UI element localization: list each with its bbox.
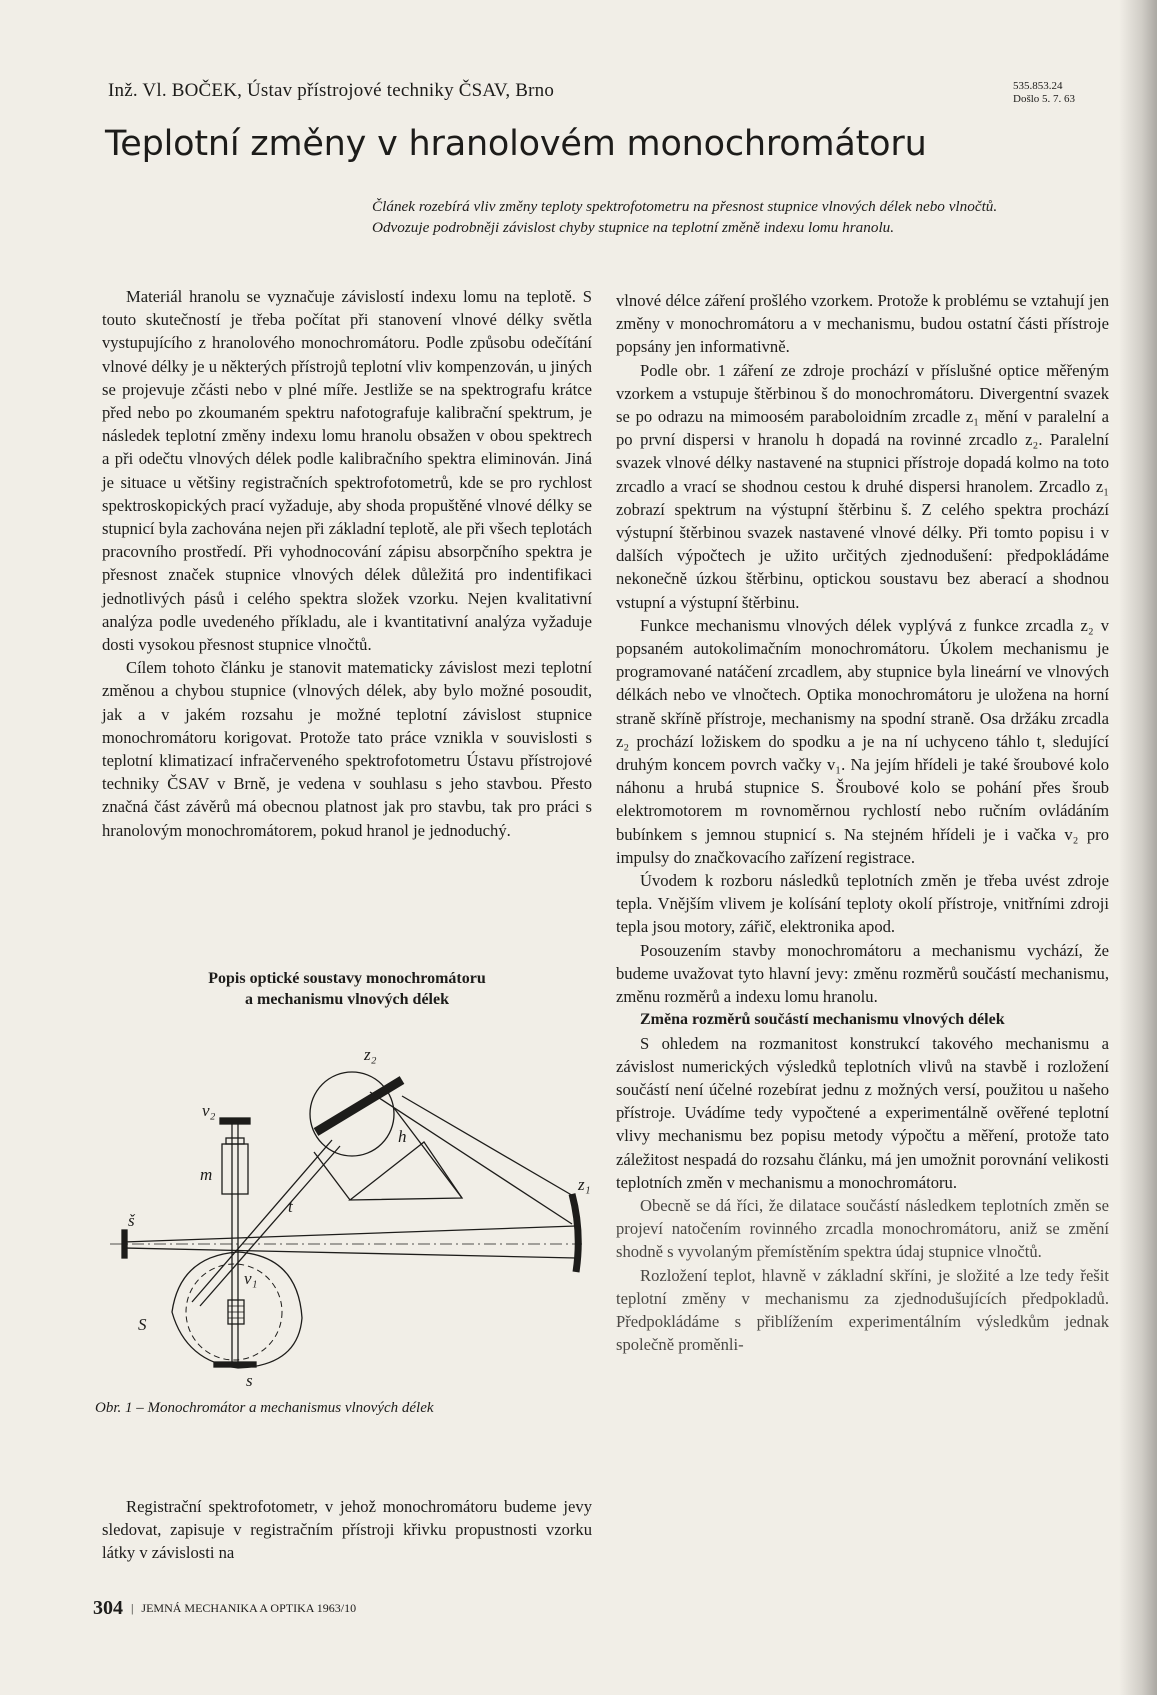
label-z1: z₁ <box>578 1175 591 1194</box>
udc-block <box>1013 80 1075 106</box>
label-v2: v₂ <box>202 1101 216 1120</box>
paragraph: Cílem tohoto článku je stanovit matematicky závislost mezi teplotní změnou a chybou stupnice (vlnových délek, aby bylo možné posoudit, jak a v jakém rozsahu je možné teplotní závislost stupnice monochromátoru korigovat. Protože tato práce vznikla v souvislosti s teplotní klimatizací infračerveného spektrofotometru Ústavu přístrojové techniky ČSAV v Brně, je vedena v souhlasu s jeho stavbou. Přesto značná část závěrů má obecnou platnost jak pro stavbu, tak pro práci s hranolovým monochromátorem, pokud hranol je jednoduchý. <box>102 658 592 840</box>
page-footer <box>93 1597 356 1620</box>
cam-v2 <box>220 1118 250 1124</box>
label-s: s <box>246 1371 253 1387</box>
beam-line <box>402 1096 575 1197</box>
motor-m-cap <box>226 1138 244 1144</box>
section-heading-optics <box>102 968 592 1010</box>
right-column <box>616 289 1109 1356</box>
label-v1: v₁ <box>244 1269 258 1288</box>
beam-line <box>394 1108 462 1198</box>
optical-axis <box>124 1226 576 1242</box>
optical-axis <box>124 1248 576 1258</box>
abstract <box>372 196 1122 238</box>
mirror-z2 <box>316 1080 402 1132</box>
section-heading-line: Popis optické soustavy monochromátoru <box>208 970 486 987</box>
udc-number: 535.853.24 <box>1013 80 1063 92</box>
label-z2: z₂ <box>364 1045 377 1064</box>
abstract-line: Odvozuje podrobněji závislost chyby stupnice na teplotní změně indexu lomu hranolu. <box>372 219 895 236</box>
paragraph: Registrační spektrofotometr, v jehož monochromátoru budeme jevy sledovat, zapisuje v registračním přístroji křivku propustnosti vzorku látky v závislosti na <box>102 1497 592 1563</box>
figure-caption: Obr. 1 – Monochromátor a mechanismus vlnových délek <box>95 1400 434 1416</box>
abstract-line: Článek rozebírá vliv změny teploty spektrofotometru na přesnost stupnice vlnových délek nebo vlnočtů. <box>372 198 998 215</box>
label-t: t <box>288 1197 293 1216</box>
article-title: Teplotní změny v hranolovém monochromátoru <box>105 124 927 164</box>
paragraph: vlnové délce záření prošlého vzorkem. Protože k problému se vztahují jen změny v monochromátoru a v mechanismu, budou ostatní části přístroje popsány jen informativně. <box>616 291 1109 357</box>
beam-line <box>314 1152 350 1200</box>
paragraph: Rozložení teplot, hlavně v základní skříni, je složité a lze tedy řešit teplotní změny v mechanismu za zjednodušujících předpokladů. Předpokládáme s přiblížením experimentálním výsledkům jednak společně proměnli- <box>616 1265 1109 1355</box>
beam-line <box>370 1092 572 1224</box>
section-heading-line: a mechanismu vlnových délek <box>244 991 449 1008</box>
label-m: m <box>200 1165 213 1184</box>
author-line: Inž. Vl. BOČEK, Ústav přístrojové techniky ČSAV, Brno <box>108 80 555 101</box>
journal-name: JEMNÁ MECHANIKA A OPTIKA 1963/10 <box>141 1601 357 1615</box>
prism-h <box>350 1142 462 1200</box>
paragraph: Materiál hranolu se vyznačuje závislostí indexu lomu na teplotě. S touto skutečností je třeba počítat při stanovení vlnové délky světla vystupujícího z hranolového monochromátoru. Podle způsobu odečítání vlnové délky je u některých přístrojů teplotní vliv kompenzován, u jiných se projevuje zčásti nebo v plné míře. Jestliže se na spektrografu krátce před nebo po zkoumaném spektru nafotografuje kalibrační spektrum, je následek teplotní změny indexu lomu hranolu obsažen v obou spektrech a při odečtu vlnových délek podle kalibračního spektra eliminován. Jiná je situace u většiny registračních spektrofotometrů, kde se pro rychlost spektroskopických prací vyžaduje, aby shoda propuštěné vlnové délky se stupnicí byla zachována nejen při základní teplotě, ale při všech teplotách pracovního prostředí. Při vyhodnocování zápisu absorpčního spektra je přesnost značek stupnice vlnových délek důležitá pro indentifikaci jednotlivých pásů i celého spektra složek vzorku. Nejen kvalitativní analýza podle uvedeného příkladu, ale i kvantitativní analýza vyžaduje dosti vysokou přesnost stupnice vlnočtů. <box>102 287 592 655</box>
rod-t <box>192 1140 332 1302</box>
left-column-bottom <box>102 1495 592 1565</box>
label-slit: š <box>128 1211 135 1230</box>
paragraph: Podle obr. 1 záření ze zdroje prochází v příslušné optice měřeným vzorkem a vstupuje štěrbinou š do monochromátoru. Divergentní svazek se po odrazu na mimoosém paraboloidním zrcadle z₁ mění v paralelní a po první dispersi v hranolu h dopadá na rovinné zrcadlo z₂. Paralelní svazek vlnové délky nastavené na stupnici přístroje dopadá kolmo na toto zrcadlo a vrací se shodnou cestou k druhé dispersi hranolem. Zrcadlo z₁ zobrazí spektrum na výstupní štěrbinu š. Z celého spektra prochází výstupní štěrbinou svazek nastavené vlnové délky. Při tomto popisu i v dalších výpočtech je užito určitých zjednodušení: předpokládáme nekonečně úzkou štěrbinu, optickou soustavu bez aberací a shodnou vstupní a výstupní štěrbinu. <box>616 360 1109 612</box>
paragraph: Úvodem k rozboru následků teplotních změn je třeba uvést zdroje tepla. Vnějším vlivem je kolísání teploty okolí přístroje, vnitřními zdroji tepla jsou motory, zářič, elektronika apod. <box>616 871 1109 937</box>
page-edge-shadow <box>1119 0 1157 1695</box>
motor-m <box>222 1144 248 1194</box>
paragraph: Posouzením stavby monochromátoru a mechanismu vychází, že budeme uvažovat tyto hlavní jevy: změnu rozměrů součástí mechanismu, změnu rozměrů a indexu lomu hranolu. <box>616 940 1109 1007</box>
footer-separator: | <box>131 1601 134 1615</box>
label-h: h <box>398 1127 407 1146</box>
page-number: 304 <box>93 1597 123 1619</box>
received-date: Došlo 5. 7. 63 <box>1013 93 1076 105</box>
rod-t <box>200 1146 340 1306</box>
left-column <box>102 285 592 842</box>
paragraph: Funkce mechanismu vlnových délek vyplývá z funkce zrcadla z₂ v popsaném autokolimačním monochromátoru. Úkolem mechanismu je programované natáčení zrcadlem, aby stupnice byla lineární ve vlnových délkách nebo ve vlnočtech. Optika monochromátoru je uložena na horní straně skříně přístroje, mechanismy na spodní straně. Osa držáku zrcadla z₂ prochází ložiskem do spodku a je na ní uchyceno táhlo t, sledující druhým koncem povrch vačky v₁. Na jejím hřídeli je také šroubové kolo náhonu a hrubá stupnice S. Šroubové kolo se pohání přes šroub elektromotorem m rovnoměrnou rychlostí nebo ručním ovládáním bubínkem s jemnou stupnicí s. Na stejném hřídeli je i vačka v₂ pro impulsy do značkovacího zařízení registrace. <box>616 615 1109 867</box>
label-S: S <box>138 1315 147 1334</box>
slit <box>122 1230 127 1258</box>
monochromator-figure <box>102 1012 602 1387</box>
drum-s <box>214 1362 256 1367</box>
section-heading-mechanism: Změna rozměrů součástí mechanismu vlnových délek <box>640 1011 1005 1029</box>
mirror-z1 <box>572 1194 578 1272</box>
paragraph: S ohledem na rozmanitost konstrukcí takového mechanismu a závislost numerických výsledků teplotních vlivů na stavbě i rozložení součástí není účelné rozebírat jednu z možných versí, použitou u našeho přístroje. Uvádíme tedy vypočtené a experimentálně ověřené teplotní vlivy mechanismu bez popisu metody výpočtu a měření, protože tato záležitost nespadá do rozsahu článku, má jen umožnit porovnání velikosti teplotních změn v mechanismu a monochromátoru. <box>616 1033 1109 1192</box>
paragraph: Obecně se dá říci, že dilatace součástí následkem teplotních změn se projeví natočením rovinného zrcadla monochromátoru, aniž se změní shodně s vyvolaným přemístěním spektra údaj stupnice vlnočtů. <box>616 1195 1109 1262</box>
cam-v1 <box>172 1252 302 1368</box>
